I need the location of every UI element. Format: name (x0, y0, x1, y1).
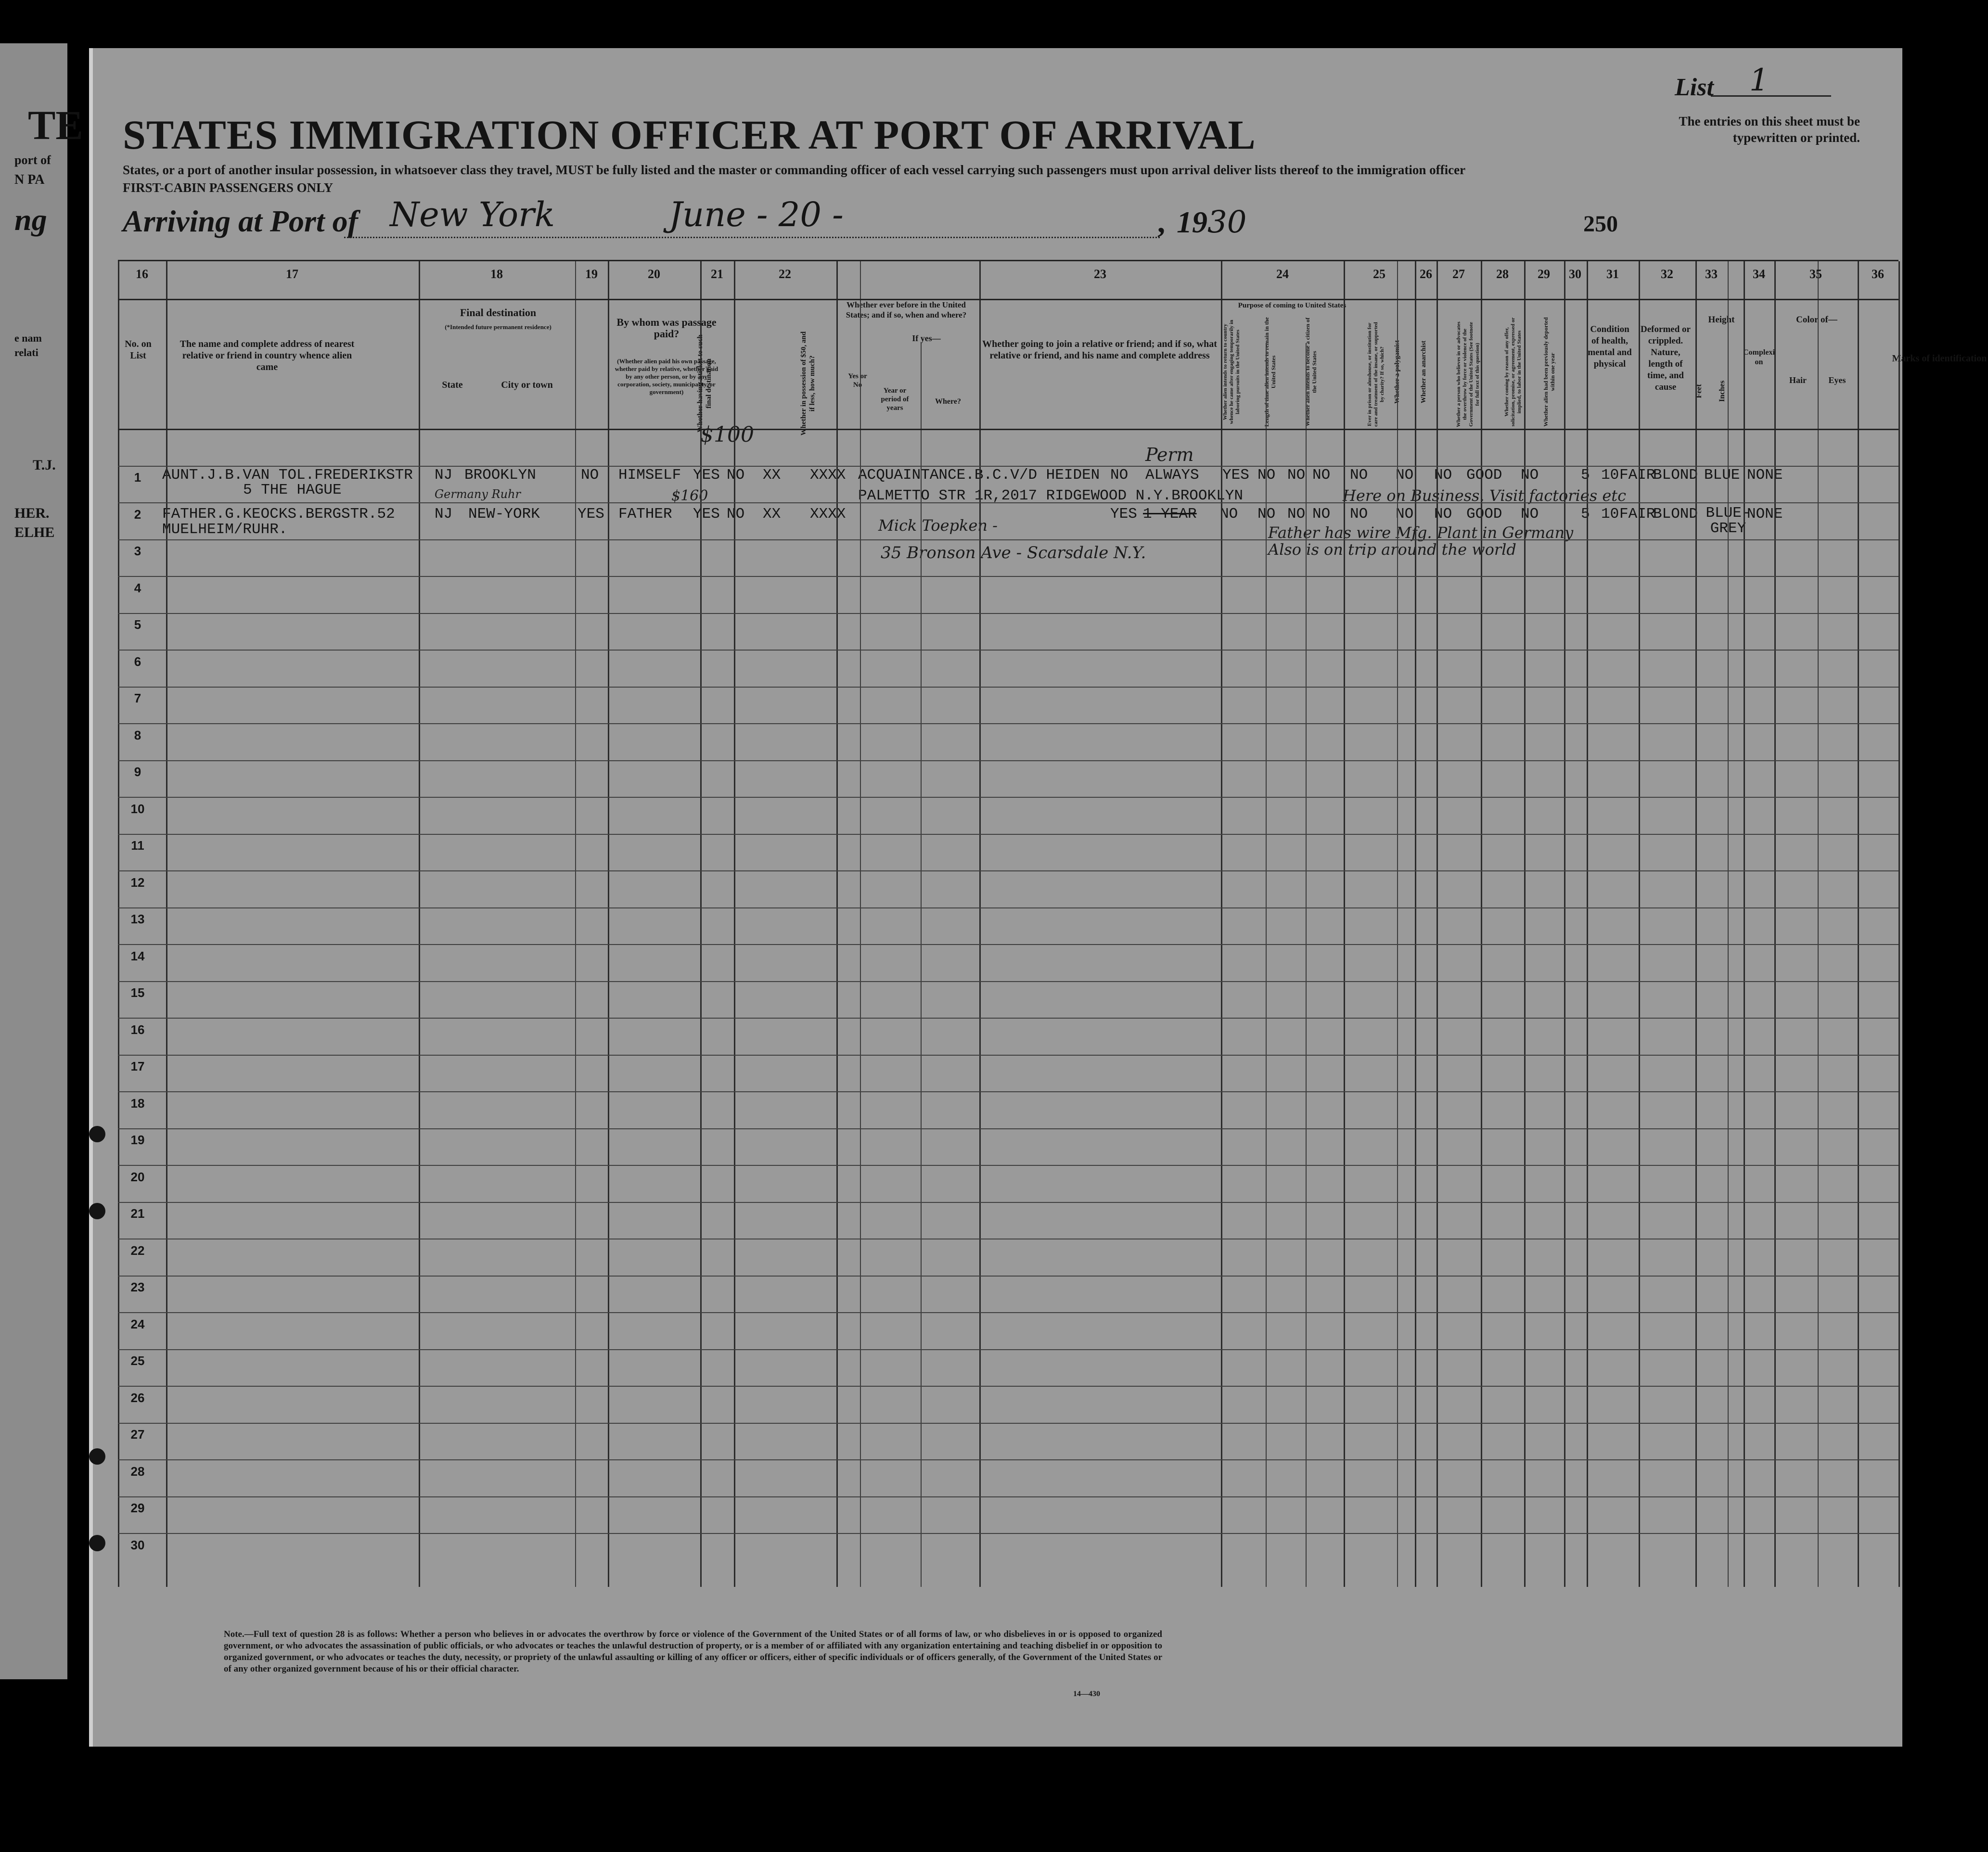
column-number: 32 (1661, 267, 1673, 281)
row1-relative-line1: AUNT.J.B.VAN TOL.FREDERIKSTR (162, 467, 413, 484)
column-rule (700, 261, 702, 1587)
header-complexion: Complexion (1743, 348, 1775, 366)
column-rule (1306, 343, 1307, 1587)
header-passage: By whom was passage paid? (616, 316, 717, 340)
row-number: 21 (130, 1206, 145, 1221)
row1-return: NO (1110, 467, 1129, 484)
row2-ticket: YES (577, 506, 604, 523)
handwritten-address: 35 Bronson Ave - Scarsdale N.Y. (881, 543, 1146, 562)
row-rule (118, 1459, 1898, 1460)
adjacent-page-strip (0, 43, 83, 1679)
column-number: 18 (490, 267, 503, 281)
column-number: 22 (779, 267, 791, 281)
header-state: State (442, 380, 463, 390)
header-final-destination: Final destination (460, 307, 537, 319)
row1-polygamist: NO (1287, 467, 1306, 484)
row2-deported: NO (1434, 506, 1452, 523)
first-cabin-label: FIRST-CABIN PASSENGERS ONLY (123, 180, 333, 195)
row1-state: NJ (435, 467, 453, 484)
row-rule (118, 1312, 1898, 1313)
row-number: 17 (130, 1059, 145, 1073)
column-rule (1587, 261, 1588, 1587)
row1-where: XXXX (810, 467, 846, 484)
strip-fragment: ng (14, 203, 47, 237)
row-number: 4 (134, 580, 141, 595)
row2-labor-offer: NO (1396, 506, 1414, 523)
row-rule (118, 1165, 1898, 1166)
column-rule (1639, 261, 1640, 1587)
row-number: 20 (130, 1169, 145, 1184)
row1-feet: 5 (1581, 467, 1590, 484)
column-rule (734, 261, 735, 1587)
year-suffix: 30 (1207, 204, 1247, 240)
column-number: 34 (1753, 267, 1765, 281)
row-rule (118, 1128, 1898, 1129)
row-rule (118, 576, 1898, 577)
row-rule (118, 650, 1898, 651)
column-rule (1774, 261, 1776, 1587)
row2-overthrow: NO (1350, 506, 1368, 523)
row1-years: XX (763, 467, 781, 484)
row-number: 22 (130, 1243, 145, 1258)
row-number: 14 (130, 948, 145, 963)
column-number: 19 (585, 267, 598, 281)
handwritten-father-note: Father has wire Mfg. Plant in Germany (1268, 524, 1574, 542)
column-rule (1415, 261, 1416, 1587)
typewritten-note: The entries on this sheet must be typewritten or printed. (1679, 114, 1860, 145)
header-polygamist: Whether a polygamist (1394, 340, 1401, 404)
list-number-line (1711, 95, 1831, 97)
row2-eyes: BLUE-GREY (1706, 505, 1751, 537)
row-number: 8 (134, 728, 141, 742)
row-number: 19 (130, 1133, 145, 1147)
row2-prison: NO (1257, 506, 1276, 523)
header-rule (118, 429, 1898, 430)
header-deported: Whether alien had been previously deported within one year (1542, 317, 1556, 427)
strip-fragment: T.J. (33, 457, 56, 473)
row2-relative-line1: FATHER.G.KEOCKS.BERGSTR.52 (162, 506, 395, 523)
strip-fragment: relati (14, 346, 38, 358)
row-rule (118, 466, 1898, 467)
row2-feet: 5 (1581, 506, 1590, 523)
row-number: 26 (130, 1390, 145, 1405)
row-number: 12 (130, 875, 145, 890)
handwritten-travel-note: Also is on trip around the world (1268, 540, 1516, 559)
row1-joining: ACQUAINTANCE.B.C.V/D HEIDEN (858, 467, 1100, 484)
column-rule (1524, 261, 1526, 1587)
column-number: 35 (1809, 267, 1822, 281)
row1-anarchist: NO (1312, 467, 1331, 484)
row2-polygamist: NO (1287, 506, 1306, 523)
row1-citizen: YES (1222, 467, 1249, 484)
row-rule (118, 834, 1898, 835)
row1-city: BROOKLYN (464, 467, 536, 484)
column-number: 29 (1538, 267, 1550, 281)
row-rule (118, 907, 1898, 908)
handwritten-correction: Mick Toepken - (878, 516, 998, 535)
header-inches: Inches (1718, 380, 1726, 402)
row2-anarchist: NO (1312, 506, 1331, 523)
row-number: 5 (134, 617, 141, 632)
punch-hole (89, 1203, 105, 1219)
column-rule (979, 261, 981, 1587)
header-feet: Feet (1695, 384, 1703, 398)
row2-complexion: FAIR (1619, 506, 1655, 523)
row-rule (118, 1386, 1898, 1387)
arrival-year (1177, 204, 1246, 240)
column-number: 36 (1872, 267, 1884, 281)
header-anarchist: Whether an anarchist (1420, 340, 1427, 404)
column-rule (1481, 261, 1482, 1587)
row1-ticket: NO (581, 467, 599, 484)
strip-fragment: HER. (14, 505, 50, 521)
header-before-us: Whether ever before in the United States; and if so, when and where? (846, 300, 967, 319)
header-citizen: Whether alien intends to become a citizen of the United States (1304, 317, 1318, 427)
row-number: 11 (131, 838, 144, 853)
row2-city: NEW-YORK (468, 506, 540, 523)
footnote-question-28: Note.—Full text of question 28 is as follows: Whether a person who believes in or advocates the overthrow by force or violence of the Government of the United States or of all forms of law, or who disbelieves in or is opposed to organized government, or who advocates the assassination of public officials, or who advocates or teaches the unlawful destruction of property, or is a member of or affiliated with any organization entertaining and teaching disbelief in or opposition to organized government, or who advocates or teaches the duty, necessity, or propriety of the unlawful assaulting or killing of any officer or officers, either of specific individuals or of officers generally, of the Government of the United States or of any other organized government because of his or their official character. (224, 1629, 1162, 1674)
header-return: Whether alien intends to return to country whence he came after engaging temporarily in laboring pursuits in the United States (1222, 319, 1241, 424)
row2-deformed: NO (1521, 506, 1539, 523)
column-rule (921, 343, 922, 1587)
instruction-text: States, or a port of another insular possession, in whatsoever class they travel, MUST be fully listed and the master or commanding officer of each vessel carrying such passengers must upon arrival deliver lists thereof to the immigration officer (123, 163, 1466, 177)
column-number: 28 (1496, 267, 1509, 281)
row1-before-us: NO (727, 467, 745, 484)
row-rule (118, 870, 1898, 871)
year-prefix: 19 (1177, 205, 1207, 239)
header-final-destination-note: (*Intended future permanent residence) (445, 323, 552, 331)
row-number: 18 (130, 1096, 145, 1111)
page-title: STATES IMMIGRATION OFFICER AT PORT OF ARRIVAL (123, 112, 1256, 158)
column-rule (1744, 261, 1745, 1587)
handwritten-destination-note: Germany Ruhr (435, 487, 521, 501)
row1-relative-line2: 5 THE HAGUE (243, 482, 342, 498)
row-number: 23 (130, 1280, 145, 1294)
row2-return: YES (1110, 506, 1137, 523)
row-number: 28 (130, 1464, 145, 1479)
header-purpose: Purpose of coming to United States (1238, 302, 1347, 309)
strip-fragment: port of (14, 153, 51, 167)
header-prison: Ever in prison or almshouse, or institution for care and treatment of the insane, or supported by charity? If so, which? (1367, 322, 1385, 427)
row1-money: YES (693, 467, 720, 484)
row-number: 7 (134, 691, 141, 705)
punch-hole (89, 1126, 105, 1142)
column-rule (1266, 343, 1267, 1587)
row2-inches: 10 (1601, 506, 1619, 523)
header-length: Length of time alien intends to remain in the United States (1263, 317, 1277, 427)
header-ticket: Whether having a ticket to such final destination (696, 334, 713, 433)
row-rule (118, 723, 1898, 724)
row2-marks: NONE (1747, 506, 1783, 523)
header-passage-note: (Whether alien paid his own passage, whether paid by relative, whether paid by any other person, or by any corporation, society, municipality, or government) (615, 358, 718, 396)
row-number: 1 (134, 470, 141, 485)
header-overthrow: Whether a person who believes in or advocates the overthrow by force or violence of the Government of the United States (See footnote for full text of this question) (1456, 321, 1480, 427)
row-rule (118, 760, 1898, 761)
row-rule (118, 1533, 1898, 1534)
header-deformed: Deformed or crippled. Nature, length of time, and cause (1641, 324, 1691, 392)
column-number: 31 (1606, 267, 1619, 281)
punch-hole (89, 1448, 105, 1465)
row2-money: YES (693, 506, 720, 523)
row1-prison: NO (1257, 467, 1276, 484)
row2-state: NJ (435, 506, 453, 523)
row-rule (118, 797, 1898, 798)
arrival-port: New York (390, 195, 555, 234)
handwritten-business-note: Here on Business. Visit factories etc (1343, 486, 1627, 505)
column-rule (860, 261, 861, 1587)
row1-inches: 10 (1601, 467, 1619, 484)
row-number: 25 (130, 1354, 145, 1368)
row-number: 13 (130, 912, 145, 926)
column-number: 26 (1420, 267, 1432, 281)
strip-fragment: TE (28, 102, 83, 148)
row2-relative-line2: MUELHEIM/RUHR. (162, 521, 288, 538)
column-rule (1858, 261, 1859, 1587)
handwritten-amount-2: $160 (671, 487, 708, 504)
column-rule (1436, 261, 1438, 1587)
column-rule (1818, 261, 1819, 1587)
row-rule (118, 1349, 1898, 1350)
column-number: 16 (136, 267, 148, 281)
header-hair: Hair (1789, 375, 1807, 385)
row-rule (118, 1423, 1898, 1424)
row-number: 24 (130, 1316, 145, 1331)
list-label: List (1675, 74, 1714, 101)
header-joining: Whether going to join a relative or friend; and if so, what relative or friend, and his name and complete address (982, 339, 1217, 361)
header-eyes: Eyes (1828, 375, 1846, 385)
header-rule (118, 299, 1898, 300)
strip-fragment: e nam (14, 332, 42, 344)
column-rule (608, 261, 609, 1587)
column-rule (1221, 261, 1222, 1587)
row-rule (118, 502, 1898, 503)
header-marks: Marks of identification (1892, 353, 1987, 364)
row1-marks: NONE (1747, 467, 1783, 484)
header-where: Where? (935, 397, 961, 406)
column-rule (166, 261, 167, 1587)
row1-health: GOOD (1466, 467, 1502, 484)
column-number: 20 (648, 267, 660, 281)
strip-fragment: N PA (14, 172, 45, 187)
column-number: 33 (1705, 267, 1718, 281)
strip-fragment: ELHE (14, 524, 55, 540)
header-relative: The name and complete address of nearest relative or friend in country whence alien came (180, 339, 355, 372)
row1-overthrow: NO (1350, 467, 1368, 484)
column-number: 24 (1276, 267, 1289, 281)
row2-before-us: NO (727, 506, 745, 523)
header-if-yes: If yes— (912, 333, 941, 343)
sheet-number: 250 (1583, 211, 1618, 237)
column-number: 25 (1373, 267, 1385, 281)
column-rule (1564, 261, 1565, 1587)
arriving-label: Arriving at Port of (123, 204, 358, 238)
row-rule (118, 1055, 1898, 1056)
punch-hole (89, 1535, 105, 1551)
column-rule (1344, 261, 1345, 1587)
row1-length: ALWAYS (1145, 467, 1199, 484)
row1-complexion: FAIR (1619, 467, 1655, 484)
row2-years: XX (763, 506, 781, 523)
row2-where: XXXX (810, 506, 846, 523)
column-number: 23 (1094, 267, 1106, 281)
list-number: 1 (1749, 63, 1769, 98)
header-city: City or town (501, 380, 553, 390)
row2-health: GOOD (1466, 506, 1502, 523)
row1-passage: HIMSELF (618, 467, 681, 484)
row1-labor-offer: NO (1396, 467, 1414, 484)
row-number: 30 (130, 1537, 145, 1552)
row-rule (118, 1091, 1898, 1092)
header-height: Height (1708, 315, 1735, 325)
handwritten-perm: Perm (1145, 444, 1194, 465)
row-number: 6 (134, 654, 141, 669)
row-number: 29 (130, 1501, 145, 1515)
handwritten-amount: $100 (700, 422, 754, 447)
arrival-date: June - 20 - (669, 195, 844, 234)
column-rule (1695, 261, 1697, 1587)
column-rule (1728, 261, 1729, 1587)
header-health: Condition of health, mental and physical (1588, 324, 1632, 369)
row1-deformed: NO (1521, 467, 1539, 484)
row2-passage: FATHER (618, 506, 672, 523)
header-labor-offer: Whether coming by reason of any offer, solicitation, promise, or agreement, expressed or implied, to labor in the United States (1504, 317, 1522, 427)
row-rule (118, 687, 1898, 688)
row-number: 16 (130, 1022, 145, 1037)
row2-joining: PALMETTO STR 1R,2017 RIDGEWOOD N.Y.BROOKLYN (858, 487, 1243, 504)
column-rule (1397, 261, 1398, 1587)
header-color: Color of— (1796, 315, 1837, 325)
row-rule (118, 1202, 1898, 1203)
column-rule (419, 261, 420, 1587)
arrival-dotted-line (344, 237, 1160, 238)
row-rule (118, 1276, 1898, 1277)
column-rule (836, 261, 838, 1587)
row-number: 15 (130, 985, 145, 1000)
header-list-no: No. on List (125, 339, 152, 361)
header-money: Whether in possession of $50, and if less, how much? (800, 331, 816, 436)
row-rule (118, 613, 1898, 614)
manifest-table (118, 260, 1987, 1587)
row1-eyes: BLUE (1704, 467, 1740, 484)
form-number: 14—430 (1073, 1690, 1100, 1698)
row-number: 10 (130, 801, 145, 816)
row-rule (118, 981, 1898, 982)
row-number: 3 (134, 544, 141, 558)
header-yes-no: Yes or No (848, 372, 867, 389)
header-years: Year or period of years (881, 387, 909, 412)
row-number: 2 (134, 507, 141, 522)
row-rule (118, 1018, 1898, 1019)
column-rule (1898, 261, 1900, 1587)
column-number: 27 (1452, 267, 1465, 281)
row-rule (118, 539, 1898, 540)
row-number: 9 (134, 765, 141, 779)
column-number: 21 (711, 267, 723, 281)
row-rule (118, 1496, 1898, 1497)
row-rule (118, 944, 1898, 945)
column-rule (575, 261, 576, 1587)
row2-citizen: NO (1220, 506, 1238, 523)
row1-deported: NO (1434, 467, 1452, 484)
column-number: 30 (1569, 267, 1581, 281)
year-comma: , (1157, 205, 1165, 239)
row2-hair: BLOND (1653, 506, 1698, 523)
row-number: 27 (130, 1427, 145, 1442)
row1-hair: BLOND (1653, 467, 1698, 484)
column-number: 17 (286, 267, 298, 281)
row2-length: 1 YEAR (1143, 506, 1197, 523)
